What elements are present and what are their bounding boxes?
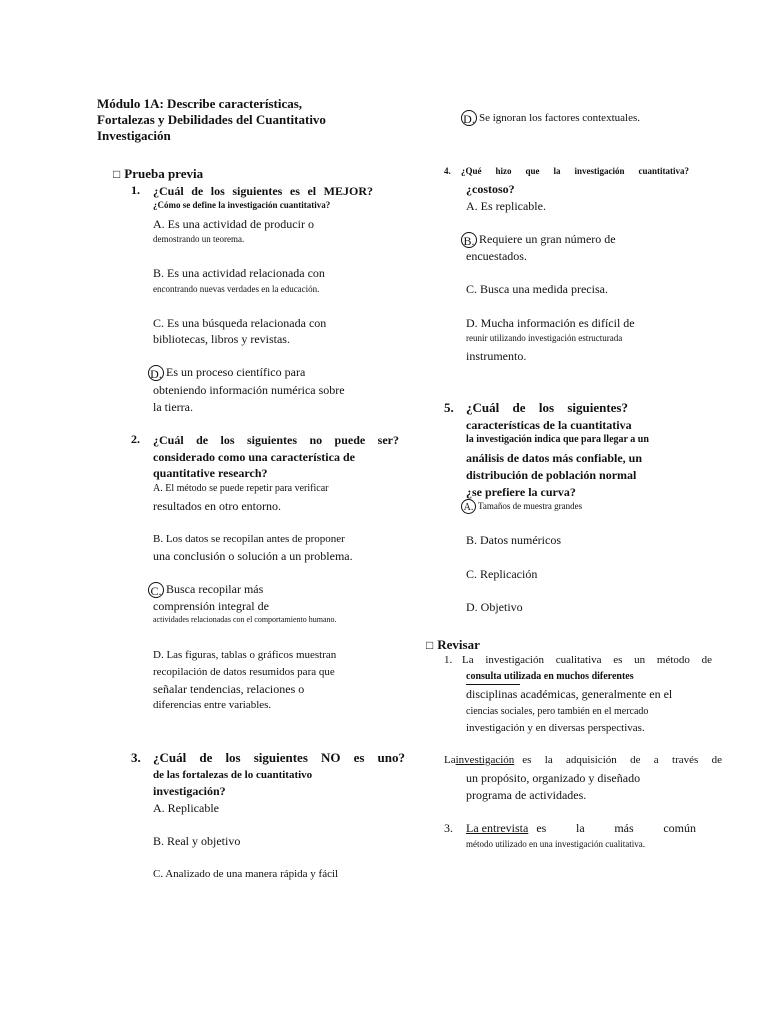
question-text: características de la cuantitativa [466,418,632,432]
option-c-selected [148,581,263,598]
question-text: considerado como una característica de [153,450,355,464]
question-text: ¿Qué hizo que la investigación cuantitativa? [461,166,689,176]
review-line [466,820,696,836]
option-a: A. Es replicable. [466,199,546,213]
question-number: 3. [131,750,141,765]
option-b-cont: encuestados. [466,249,527,263]
question-text: ¿costoso? [466,182,515,196]
review-text: es la más común [536,821,696,835]
option-c-text: Busca recopilar más [166,582,264,596]
question-text: análisis de datos más confiable, un [466,451,643,465]
question-text: la investigación indica que para llegar a un [466,434,649,445]
section-title: Revisar [437,637,480,652]
question-text: ¿Cuál de los siguientes? [466,400,628,415]
option-b: B. Los datos se recopilan antes de proponer [153,533,345,545]
review-number: 1. [444,654,453,666]
answer-circle: B. [461,232,477,248]
option-a-cont: resultados en otro entorno. [153,499,281,513]
section-review [426,637,480,653]
option-d-selected [461,110,640,126]
option-d-cont: reunir utilizando investigación estructurada [466,333,623,343]
review-text: La investigación cualitativa es un método de [462,654,712,666]
review-text: programa de actividades. [466,788,587,802]
option-d-text: Se ignoran los factores contextuales. [479,112,640,124]
question-number: 1. [131,183,140,197]
option-d-cont: diferencias entre variables. [153,699,272,711]
section-pre-test [113,166,203,182]
option-d-cont: la tierra. [153,400,193,414]
option-d-cont: recopilación de datos resumidos para que [153,666,335,678]
option-d-cont: señalar tendencias, relaciones o [153,682,305,696]
section-title: Prueba previa [124,166,204,181]
review-text: un propósito, organizado y diseñado [466,771,641,785]
question-text: investigación? [153,784,226,798]
answer-circle: D. [461,110,477,126]
option-c-cont: actividades relacionadas con el comportamiento humano. [153,615,337,624]
option-d: D. Objetivo [466,600,523,614]
review-text-underlined: investigación [455,754,515,766]
question-text: quantitative research? [153,466,268,480]
option-a-selected [461,499,582,514]
option-b: B. Es una actividad relacionada con [153,266,325,280]
option-a: A. Replicable [153,801,219,815]
question-text: de las fortalezas de lo cuantitativo [153,769,313,781]
option-d-selected [148,364,305,381]
option-d: D. Mucha información es difícil de [466,316,635,330]
question-number: 4. [444,166,451,176]
review-text: es la adquisición de a través de [522,754,722,766]
option-b: B. Datos numéricos [466,533,561,547]
option-d-cont: obteniendo información numérica sobre [153,383,345,397]
checkbox-icon: □ [113,167,121,181]
answer-circle: D. [148,365,164,381]
question-text: distribución de población normal [466,468,637,482]
answer-circle: A. [461,499,476,514]
option-a-cont: demostrando un teorema. [153,234,245,244]
review-number: 3. [444,821,453,835]
underline [466,684,520,685]
question-subtext: ¿Cómo se define la investigación cuantitativa? [153,200,331,210]
option-d: D. Las figuras, tablas o gráficos muestran [153,649,337,661]
option-b-selected [461,231,616,248]
option-b-text: Requiere un gran número de [479,232,616,246]
option-c-cont: bibliotecas, libros y revistas. [153,332,290,346]
option-c: C. Replicación [466,567,538,581]
option-b-cont: una conclusión o solución a un problema. [153,549,353,563]
option-d-text: Es un proceso científico para [166,365,306,379]
option-c-cont: comprensión integral de [153,599,269,613]
option-b: B. Real y objetivo [153,834,241,848]
checkbox-icon: □ [426,638,434,652]
option-c: C. Busca una medida precisa. [466,282,608,296]
review-text: consulta utilizada en muchos diferentes [466,671,634,682]
review-text: disciplinas académicas, generalmente en el [466,687,673,701]
question-text: ¿Cuál de los siguientes NO es uno? [153,750,405,765]
question-text: ¿Cuál de los siguientes no puede ser? [153,433,399,447]
question-number: 5. [444,400,454,415]
review-text: La [444,754,456,766]
option-a-text: Tamaños de muestra grandes [478,501,583,511]
review-text: ciencias sociales, pero también en el mercado [466,706,649,717]
page-title: Módulo 1A: Describe características, Fortalezas y Debilidades del Cuantitativo Investigación [97,96,326,143]
question-text: ¿se prefiere la curva? [466,485,576,499]
review-text: investigación y en diversas perspectivas. [466,722,645,734]
review-text-underlined: La entrevista [466,821,529,835]
option-c: C. Es una búsqueda relacionada con [153,316,327,330]
option-d-cont: instrumento. [466,349,527,363]
option-a: A. Es una actividad de producir o [153,217,314,231]
option-c: C. Analizado de una manera rápida y fácil [153,868,339,880]
answer-circle: C. [148,582,164,598]
question-text: ¿Cuál de los siguientes es el MEJOR? [153,184,373,198]
option-b-cont: encontrando nuevas verdades en la educación. [153,284,320,294]
option-a: A. El método se puede repetir para verificar [153,483,329,494]
question-number: 2. [131,432,140,446]
review-line [444,752,722,768]
review-text: método utilizado en una investigación cualitativa. [466,839,645,849]
